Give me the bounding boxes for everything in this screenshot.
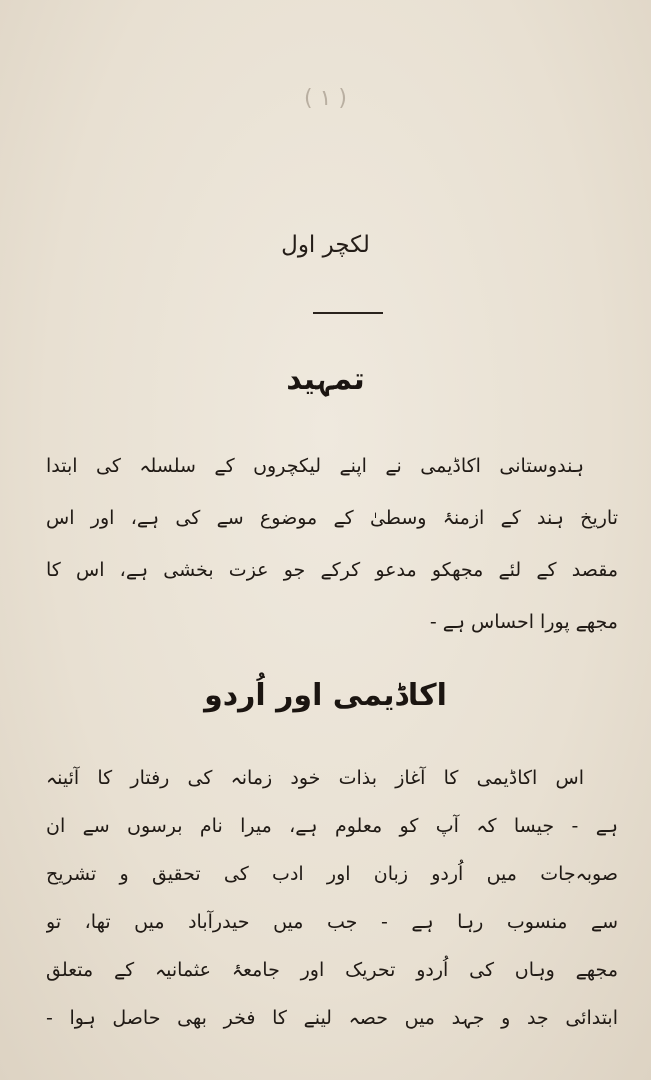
lecture-title: لکچر اول [281,232,370,258]
academy-paragraph [46,754,618,1042]
paragraph-line: مجھے پورا احساس ہے - [429,611,618,633]
paragraph-line: ہندوستانی اکاڈیمی نے اپنے لیکچروں کے سلسلہ کی ابتدا [46,455,584,477]
introduction-paragraph [46,440,618,648]
paragraph-line: سے منسوب رہا ہے - جب میں حیدرآباد میں تھا، تو [46,911,618,933]
section-heading-academy-and-urdu: اکاڈیمی اور اُردو [204,678,447,713]
paragraph-line: صوبہ‌جات میں اُردو زبان اور ادب کی تحقیق و تشریح [46,863,618,885]
paragraph-line: مجھے وہاں کی اُردو تحریک اور جامعۂ عثمانیہ کے متعلق [46,959,618,981]
paragraph-line: اس اکاڈیمی کا آغاز بذات خود زمانہ کی رفتار کا آئینہ [46,767,584,789]
title-divider [313,312,383,314]
paragraph-line: مقصد کے لئے مجھکو مدعو کرکے جو عزت بخشی ہے، اس کا [46,559,618,581]
paragraph-line: ہے - جیسا کہ آپ کو معلوم ہے، میرا نام برسوں سے ان [46,815,618,837]
paragraph-line: تاریخ ہند کے ازمنۂ وسطیٰ کے موضوع سے کی ہے، اور اس [46,507,618,529]
paragraph-line: ابتدائی جد و جہد میں حصہ لینے کا فخر بھی حاصل ہوا - [46,1007,618,1029]
section-heading-introduction: تمہید [286,362,365,397]
page-number: ( ۱ ) [304,86,347,111]
